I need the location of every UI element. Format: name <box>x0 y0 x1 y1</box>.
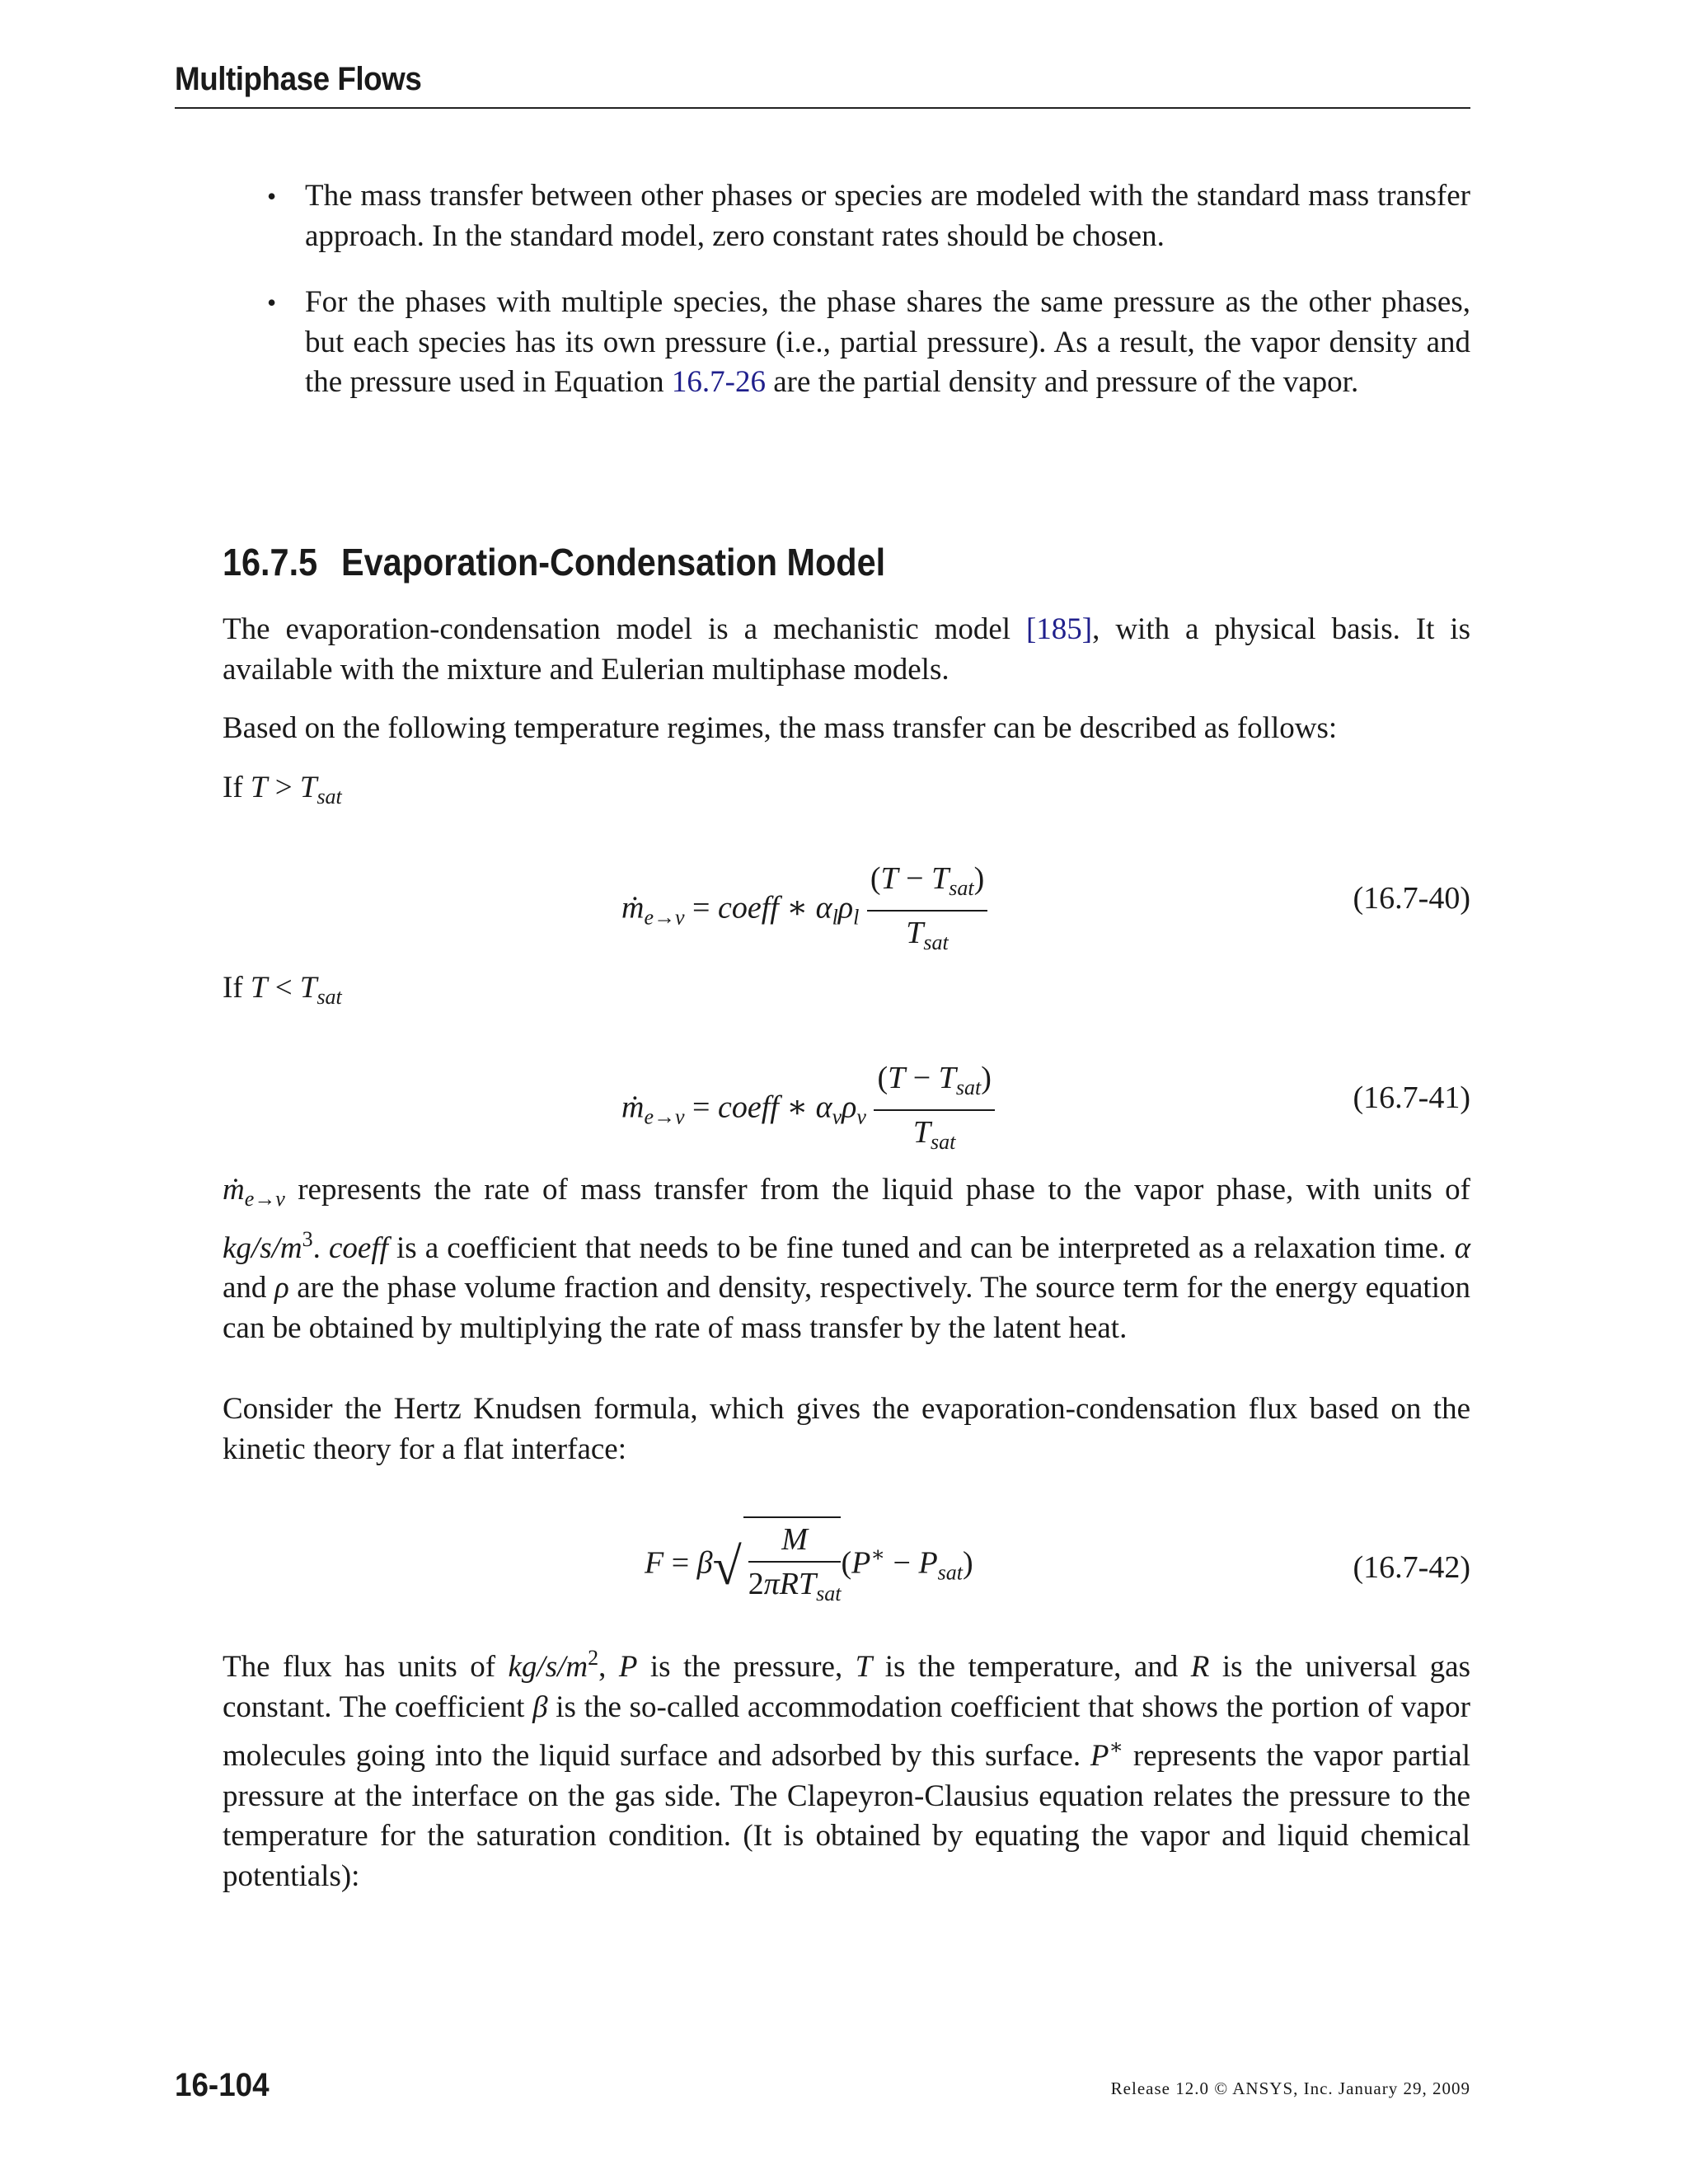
regimes-paragraph: Based on the following temperature regimes, the mass transfer can be described as follows: <box>223 711 1338 745</box>
explanation-paragraph: ṁ$_{e\to v}$ represents the rate of mass transfer from the liquid phase to the vapor phase, with units of $kg/s/m^3$. coeff is a coefficient that needs to be fine tuned and can be interpreted as a relaxation time. α and ρ are the phase volume fraction and density, respectively. The source term for the energy equation can be obtained by multiplying the rate of mass transfer by the latent heat. <box>223 1173 1470 1345</box>
page-number: 16-104 <box>175 2067 270 2103</box>
release-info: Release 12.0 © ANSYS, Inc. January 29, 2009 <box>1110 2079 1470 2098</box>
equation-number: (16.7-42) <box>1353 1550 1470 1585</box>
equation-link[interactable]: 16.7-26 <box>671 365 766 399</box>
bullet-text: For the phases with multiple species, the phase shares the same pressure as the other phases, but each species has its own pressure (i.e., partial pressure). As a result, the vapor density and the pressure used in Equation <box>305 285 1470 399</box>
equation-body: ṁ$_{e\to v}$ = coeff ∗ $\alpha_v\rho_v$ $\frac{(T - T_{sat})}{T_{sat}}$ <box>621 1057 995 1164</box>
bullet-item <box>267 176 1470 256</box>
citation-link[interactable]: [185] <box>1025 612 1093 646</box>
equation-16-7-41 <box>223 1057 1470 1155</box>
bullet-text: are the partial density and pressure of the vapor. <box>766 365 1359 399</box>
header-rule <box>175 107 1470 109</box>
equation-16-7-40 <box>223 857 1470 956</box>
bullet-dot-icon: • <box>267 288 277 317</box>
fraction: $\frac{(T - T_{sat})}{T_{sat}}$ <box>867 857 987 964</box>
square-root: √ $\frac{M}{2\pi RT_{sat}}$ <box>713 1516 842 1615</box>
equation-number: (16.7-40) <box>1353 881 1470 916</box>
fraction: $\frac{(T - T_{sat})}{T_{sat}}$ <box>874 1057 994 1164</box>
bullet-item <box>267 283 1470 403</box>
equation-body: F = β√ $\frac{M}{2\pi RT_{sat}}$ $(P^∗ - P_{sat})$ <box>645 1516 973 1615</box>
equation-body: ṁ$_{e\to v}$ = coeff ∗ $\alpha_l\rho_l$ $\frac{(T - T_{sat})}{T_{sat}}$ <box>621 857 987 964</box>
bullet-dot-icon: • <box>267 181 277 211</box>
running-header: Multiphase Flows <box>175 61 422 97</box>
condition-less: If $T < T_{sat}$ <box>223 971 342 1009</box>
bullet-list <box>264 176 1470 429</box>
section-heading <box>223 540 885 584</box>
condition-greater: If $T > T_{sat}$ <box>223 771 342 808</box>
equation-16-7-42 <box>223 1516 1470 1624</box>
flux-paragraph: The flux has units of $kg/s/m^2$, P is the pressure, T is the temperature, and R is the universal gas constant. The coefficient β is the so-called accommodation coefficient that shows the portion of vapor molecules going into the liquid surface and adsorbed by this surface. P∗ represents the vapor partial pressure at the interface on the gas side. The Clapeyron-Clausius equation relates the pressure to the temperature for the saturation condition. (It is obtained by equating the vapor and liquid chemical potentials): <box>223 1646 1471 1893</box>
hertz-paragraph: Consider the Hertz Knudsen formula, which gives the evaporation-condensation flux based on the kinetic theory for a flat interface: <box>223 1392 1470 1466</box>
intro-paragraph: The evaporation-condensation model is a mechanistic model [185], with a physical basis. It is available with the mixture and Eulerian multiphase models. <box>223 612 1470 687</box>
equation-number: (16.7-41) <box>1353 1080 1470 1115</box>
section-number: 16.7.5 <box>223 541 318 583</box>
bullet-text: The mass transfer between other phases or species are modeled with the standard mass transfer approach. In the standard model, zero constant rates should be chosen. <box>305 179 1470 253</box>
section-title: Evaporation-Condensation Model <box>341 541 886 583</box>
